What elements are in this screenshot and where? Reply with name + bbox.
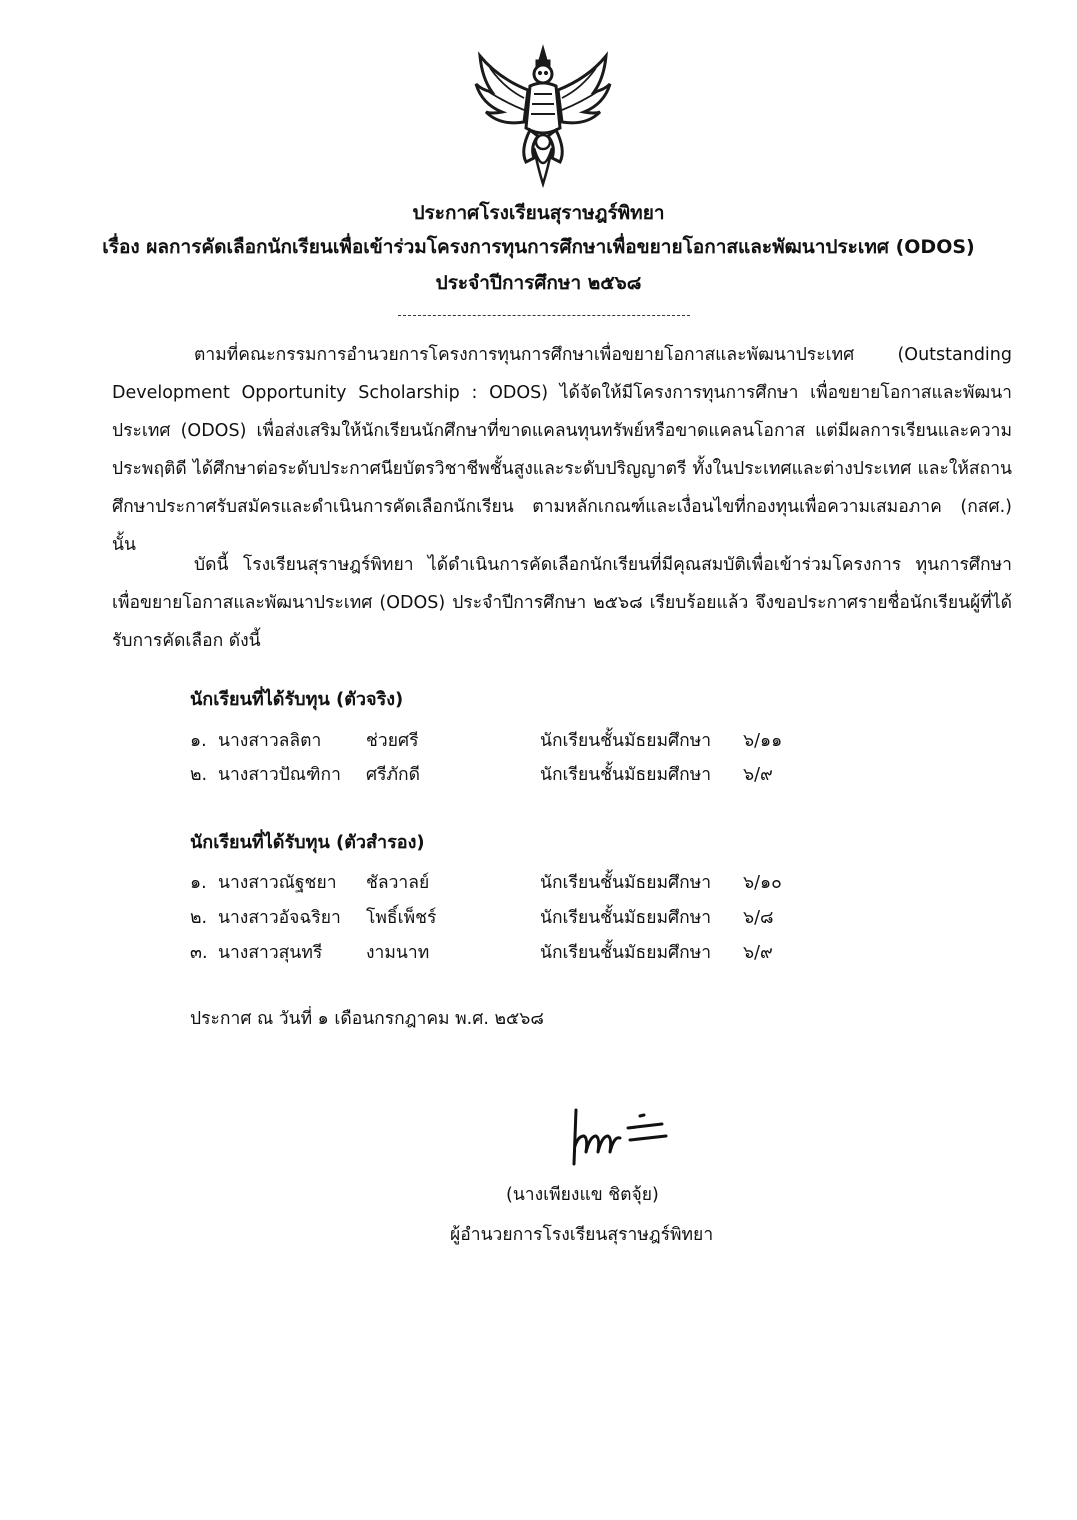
student-last-name: โพธิ์เพ็ชร์ bbox=[366, 908, 437, 928]
result-paragraph-text: บัดนี้ โรงเรียนสุราษฎร์พิทยา ได้ดำเนินการคัดเลือกนักเรียนที่มีคุณสมบัติเพื่อเข้าร่วมโครงการ ทุนการศึกษาเพื่อขยายโอกาสและพัฒนาประเทศ (ODOS) ประจำปีการศึกษา ๒๕๖๘ เรียบร้อยแล้ว จึงขอประกาศรายชื่อนักเรียนผู้ที่ได้รับการคัดเลือก ดังนี้ bbox=[112, 555, 1012, 651]
announcement-year: ประจำปีการศึกษา ๒๕๖๘ bbox=[435, 272, 642, 294]
signature-image bbox=[566, 1106, 676, 1168]
signatory-position: ผู้อำนวยการโรงเรียนสุราษฎร์พิทยา bbox=[450, 1225, 714, 1245]
student-level: นักเรียนชั้นมัธยมศึกษา bbox=[540, 765, 712, 785]
student-room: ๖/๑๑ bbox=[743, 731, 783, 751]
student-last-name: ชัลวาลย์ bbox=[366, 873, 430, 893]
signatory-name: (นางเพียงแข ชิตจุ้ย) bbox=[506, 1185, 659, 1205]
student-level: นักเรียนชั้นมัธยมศึกษา bbox=[540, 943, 712, 963]
announcement-date: ประกาศ ณ วันที่ ๑ เดือนกรกฎาคม พ.ศ. ๒๕๖๘ bbox=[190, 1009, 544, 1029]
garuda-emblem-icon bbox=[468, 38, 618, 188]
student-room: ๖/๘ bbox=[743, 908, 774, 928]
list-item bbox=[190, 938, 890, 968]
student-first-name: นางสาวอัจฉริยา bbox=[218, 908, 341, 928]
student-first-name: นางสาวสุนทรี bbox=[218, 943, 323, 963]
item-number: ๓. bbox=[190, 943, 208, 963]
intro-paragraph-text: ตามที่คณะกรรมการอำนวยการโครงการทุนการศึกษาเพื่อขยายโอกาสและพัฒนาประเทศ (Outstanding Development Opportunity Scholarship : ODOS) ได้จัดให้มีโครงการทุนการศึกษา เพื่อขยายโอกาสและพัฒนาประเทศ (ODOS) เพื่อส่งเสริมให้นักเรียนนักศึกษาที่ขาดแคลนทุนทรัพย์หรือขาดแคลนโอกาส แต่มีผลการเรียนและความประพฤติดี ได้ศึกษาต่อระดับประกาศนียบัตรวิชาชีพชั้นสูงและระดับปริญญาตรี ทั้งในประเทศและต่างประเทศ และให้สถานศึกษาประกาศรับสมัครและดำเนินการคัดเลือกนักเรียน ตามหลักเกณฑ์และเงื่อนไขที่กองทุนเพื่อความเสมอภาค (กสศ.) นั้น bbox=[112, 345, 1012, 555]
student-level: นักเรียนชั้นมัธยมศึกษา bbox=[540, 731, 712, 751]
student-room: ๖/๙ bbox=[743, 943, 773, 963]
student-room: ๖/๑๐ bbox=[743, 873, 782, 893]
item-number: ๑. bbox=[190, 731, 207, 751]
student-last-name: ช่วยศรี bbox=[366, 731, 419, 751]
announcement-subject: เรื่อง ผลการคัดเลือกนักเรียนเพื่อเข้าร่วมโครงการทุนการศึกษาเพื่อขยายโอกาสและพัฒนาประเทศ (ODOS) bbox=[102, 236, 975, 258]
alternates-heading: นักเรียนที่ได้รับทุน (ตัวสำรอง) bbox=[190, 832, 425, 853]
announcement-issuer: ประกาศโรงเรียนสุราษฎร์พิทยา bbox=[412, 202, 665, 224]
student-last-name: งามนาท bbox=[366, 943, 430, 963]
student-first-name: นางสาวลลิตา bbox=[218, 731, 322, 751]
list-item bbox=[190, 760, 890, 790]
header-divider bbox=[398, 315, 690, 316]
student-last-name: ศรีภักดี bbox=[366, 765, 421, 785]
list-item bbox=[190, 868, 890, 898]
item-number: ๒. bbox=[190, 765, 208, 785]
recipients-heading: นักเรียนที่ได้รับทุน (ตัวจริง) bbox=[190, 689, 404, 710]
list-item bbox=[190, 726, 890, 756]
student-first-name: นางสาวปัณฑิกา bbox=[218, 765, 341, 785]
student-level: นักเรียนชั้นมัธยมศึกษา bbox=[540, 873, 712, 893]
student-level: นักเรียนชั้นมัธยมศึกษา bbox=[540, 908, 712, 928]
student-first-name: นางสาวณัฐชยา bbox=[218, 873, 337, 893]
result-paragraph bbox=[112, 546, 1012, 660]
student-room: ๖/๙ bbox=[743, 765, 773, 785]
item-number: ๑. bbox=[190, 873, 207, 893]
list-item bbox=[190, 903, 890, 933]
item-number: ๒. bbox=[190, 908, 208, 928]
intro-paragraph bbox=[112, 336, 1012, 564]
